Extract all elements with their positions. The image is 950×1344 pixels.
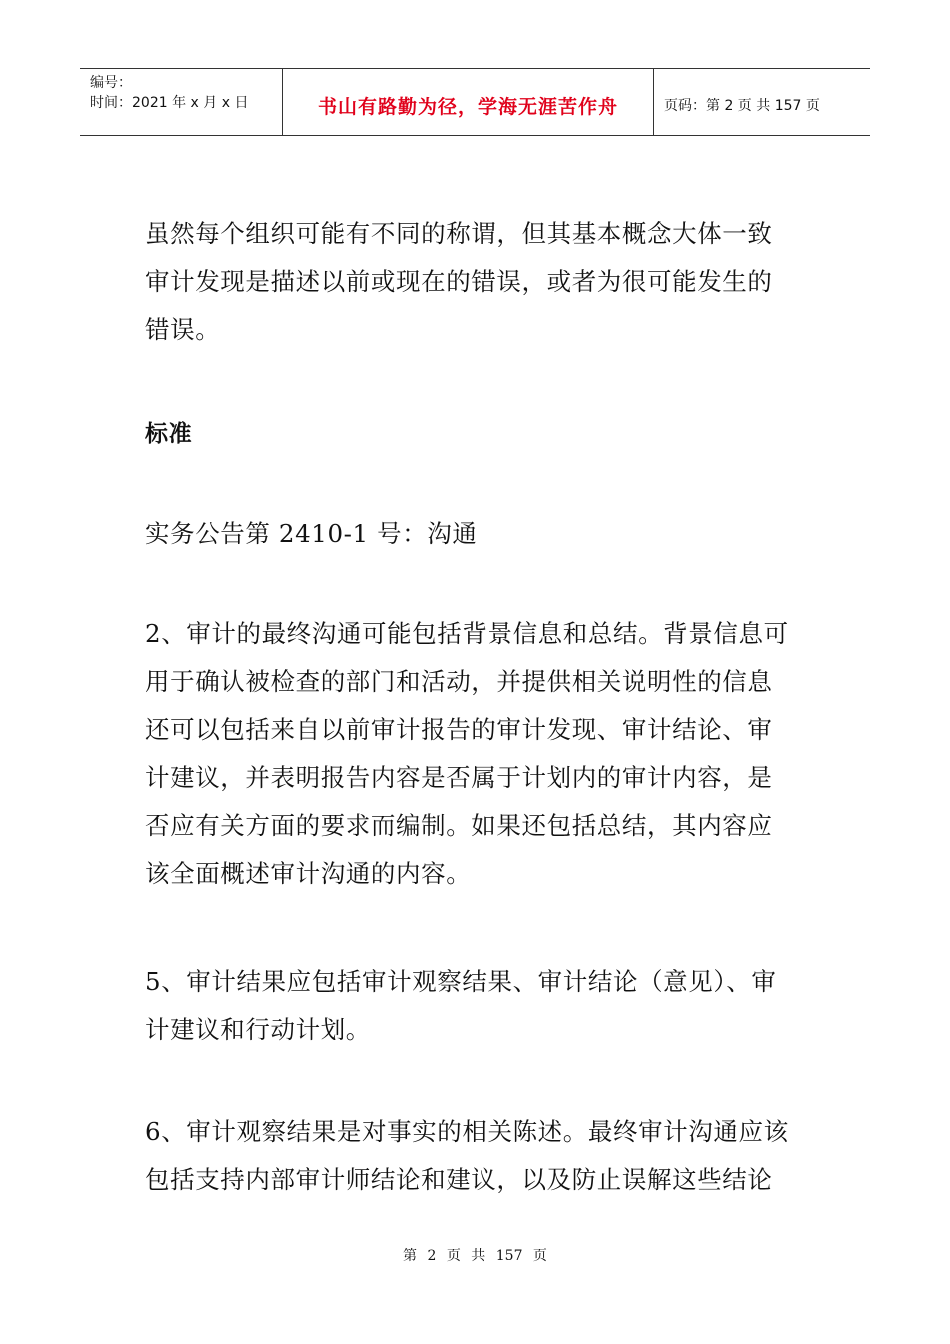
document-number-label: 编号： — [90, 75, 132, 91]
text-line: 5、审计结果应包括审计观察结果、审计结论（意见）、审 — [145, 967, 777, 996]
header-meta — [80, 69, 282, 135]
text-line: 该全面概述审计沟通的内容。 — [145, 859, 472, 888]
paragraph-item-6 — [145, 1108, 810, 1204]
text-line: 虽然每个组织可能有不同的称谓，但其基本概念大体一致 — [145, 219, 773, 248]
text-line: 6、审计观察结果是对事实的相关陈述。最终审计沟通应该 — [145, 1117, 789, 1146]
text-line: 包括支持内部审计师结论和建议，以及防止误解这些结论 — [145, 1165, 773, 1194]
text-line: 2、审计的最终沟通可能包括背景信息和总结。背景信息可 — [145, 619, 789, 648]
text-line: 审计发现是描述以前或现在的错误，或者为很可能发生的 — [145, 267, 773, 296]
text-line: 错误。 — [145, 315, 221, 344]
page-footer: 第 2 页 共 157 页 — [403, 1248, 547, 1264]
page-header — [80, 68, 870, 136]
text-line: 计建议，并表明报告内容是否属于计划内的审计内容，是 — [145, 763, 773, 792]
text-line: 用于确认被检查的部门和活动，并提供相关说明性的信息 — [145, 667, 773, 696]
announcement-title: 实务公告第 2410-1 号：沟通 — [145, 519, 478, 548]
text-line: 还可以包括来自以前审计报告的审计发现、审计结论、审 — [145, 715, 773, 744]
paragraph-item-2 — [145, 610, 810, 898]
header-page-number: 页码：第 2 页 共 157 页 — [664, 98, 820, 114]
paragraph-item-5 — [145, 958, 810, 1054]
document-date-label: 时间：2021 年 x 月 x 日 — [90, 95, 249, 111]
text-line: 计建议和行动计划。 — [145, 1015, 371, 1044]
text-line: 否应有关方面的要求而编制。如果还包括总结，其内容应 — [145, 811, 773, 840]
header-motto: 书山有路勤为径，学海无涯苦作舟 — [282, 69, 654, 135]
paragraph-intro — [145, 210, 810, 354]
section-heading: 标准 — [145, 421, 193, 447]
